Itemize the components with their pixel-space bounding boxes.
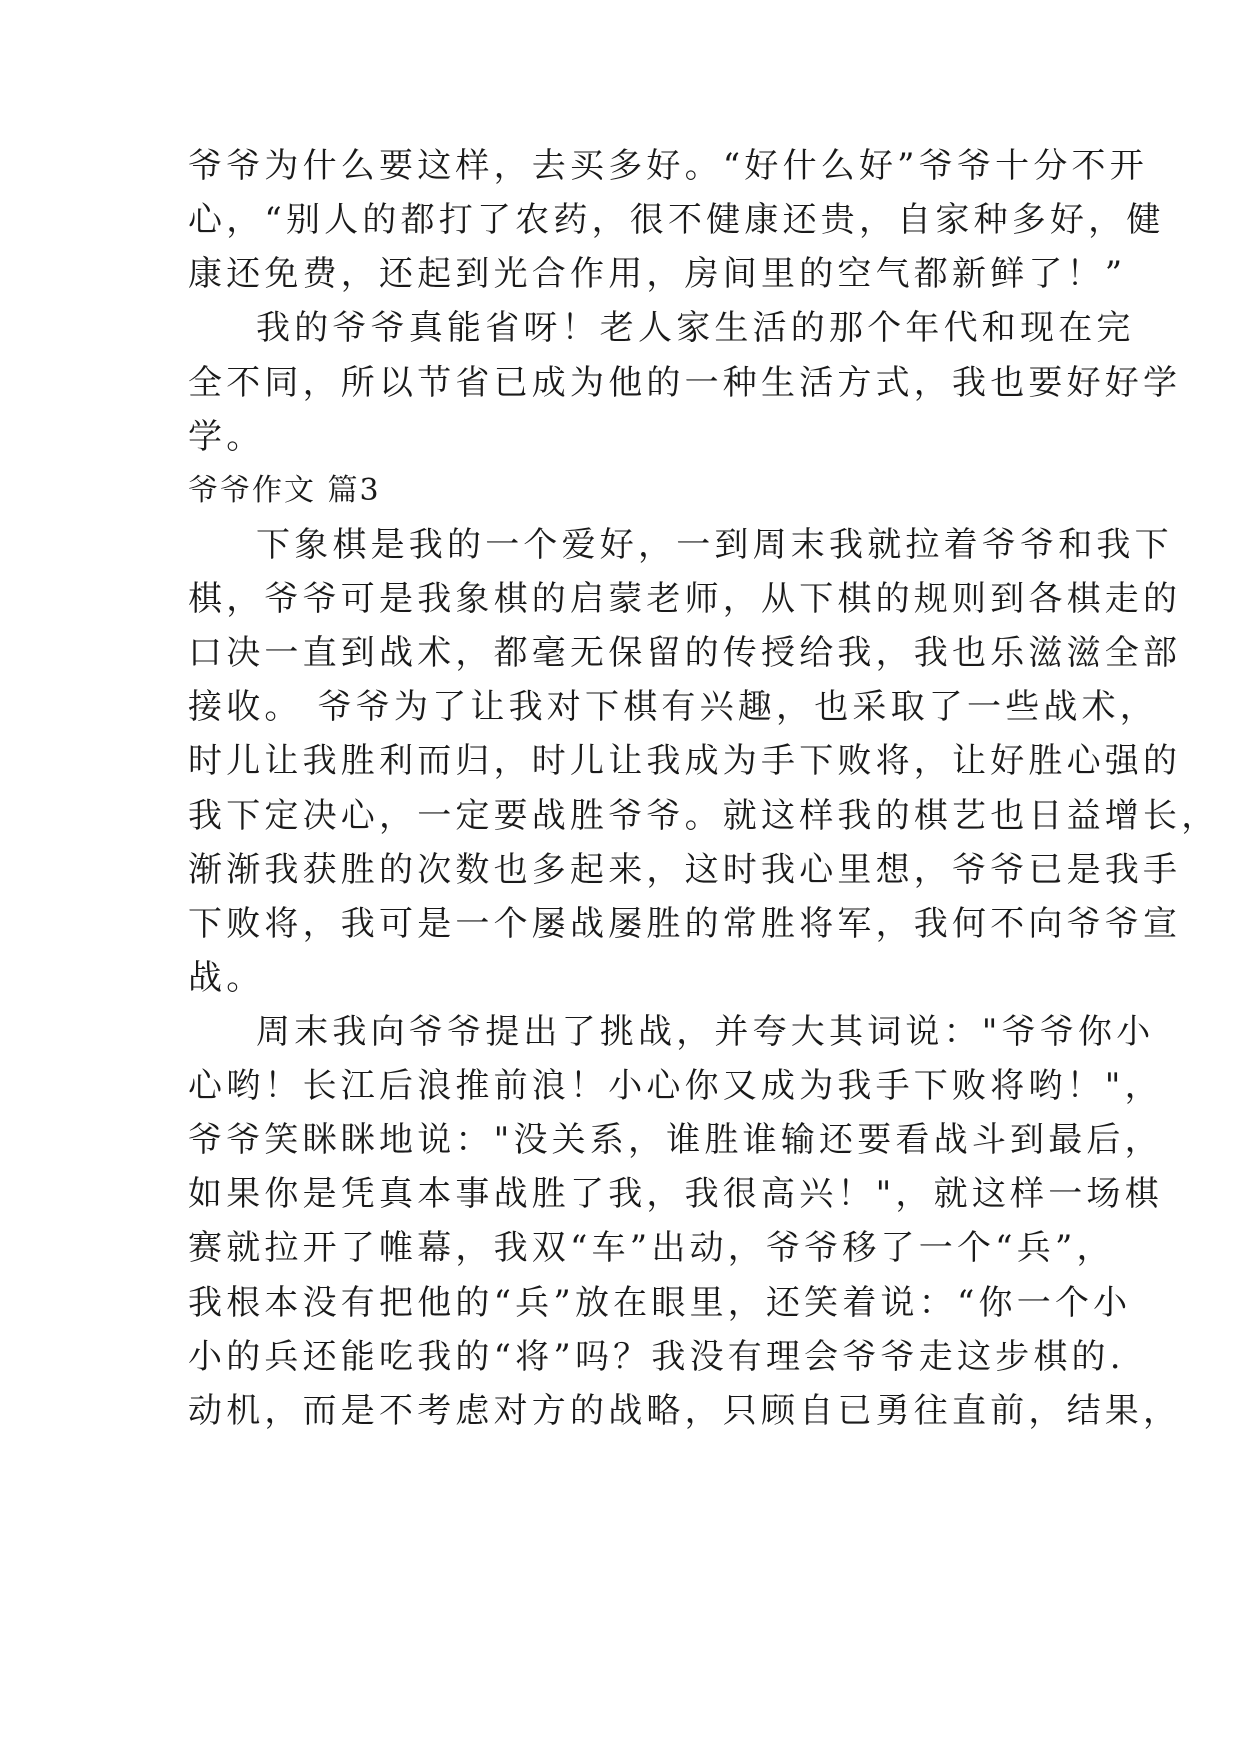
paragraph-line: 接收。 爷爷为了让我对下棋有兴趣，也采取了一些战术， <box>188 687 1159 727</box>
paragraph-line: 赛就拉开了帷幕，我双“车”出动，爷爷移了一个“兵”， <box>188 1228 1115 1268</box>
paragraph-line: 爷爷为什么要这样，去买多好。“好什么好”爷爷十分不开 <box>188 146 1148 186</box>
paragraph-line: 口决一直到战术，都毫无保留的传授给我，我也乐滋滋全部 <box>188 633 1182 673</box>
paragraph-line: 小的兵还能吃我的“将”吗？我没有理会爷爷走这步棋的. <box>188 1337 1125 1377</box>
paragraph-line: 我下定决心，一定要战胜爷爷。就这样我的棋艺也日益增长， <box>188 796 1220 836</box>
paragraph-line: 动机，而是不考虑对方的战略，只顾自已勇往直前，结果， <box>188 1391 1182 1431</box>
paragraph-line: 我的爷爷真能省呀！老人家生活的那个年代和现在完 <box>256 308 1135 348</box>
paragraph-line: 心，“别人的都打了农药，很不健康还贵，自家种多好，健 <box>188 200 1165 240</box>
paragraph-line: 全不同，所以节省已成为他的一种生活方式，我也要好好学 <box>188 363 1182 403</box>
paragraph-line: 康还免费，还起到光合作用，房间里的空气都新鲜了！” <box>188 254 1127 294</box>
paragraph-line: 如果你是凭真本事战胜了我，我很高兴！"，就这样一场棋 <box>188 1174 1163 1214</box>
paragraph-line: 时儿让我胜利而归，时儿让我成为手下败将，让好胜心强的 <box>188 741 1182 781</box>
paragraph-line: 下象棋是我的一个爱好，一到周末我就拉着爷爷和我下 <box>256 525 1173 565</box>
paragraph-line: 下败将，我可是一个屡战屡胜的常胜将军，我何不向爷爷宣 <box>188 904 1182 944</box>
paragraph-line: 战。 <box>188 958 265 998</box>
section-heading: 爷爷作文 篇3 <box>188 473 381 508</box>
paragraph-line: 棋，爷爷可是我象棋的启蒙老师，从下棋的规则到各棋走的 <box>188 579 1182 619</box>
paragraph-line: 渐渐我获胜的次数也多起来，这时我心里想，爷爷已是我手 <box>188 850 1182 890</box>
paragraph-line: 我根本没有把他的“兵”放在眼里，还笑着说：“你一个小 <box>188 1283 1132 1323</box>
paragraph-line: 爷爷笑眯眯地说："没关系，谁胜谁输还要看战斗到最后， <box>188 1120 1163 1160</box>
paragraph-line: 学。 <box>188 417 265 457</box>
paragraph-line: 心哟！长江后浪推前浪！小心你又成为我手下败将哟！"， <box>188 1066 1163 1106</box>
paragraph-line: 周末我向爷爷提出了挑战，并夸大其词说："爷爷你小 <box>256 1012 1155 1052</box>
